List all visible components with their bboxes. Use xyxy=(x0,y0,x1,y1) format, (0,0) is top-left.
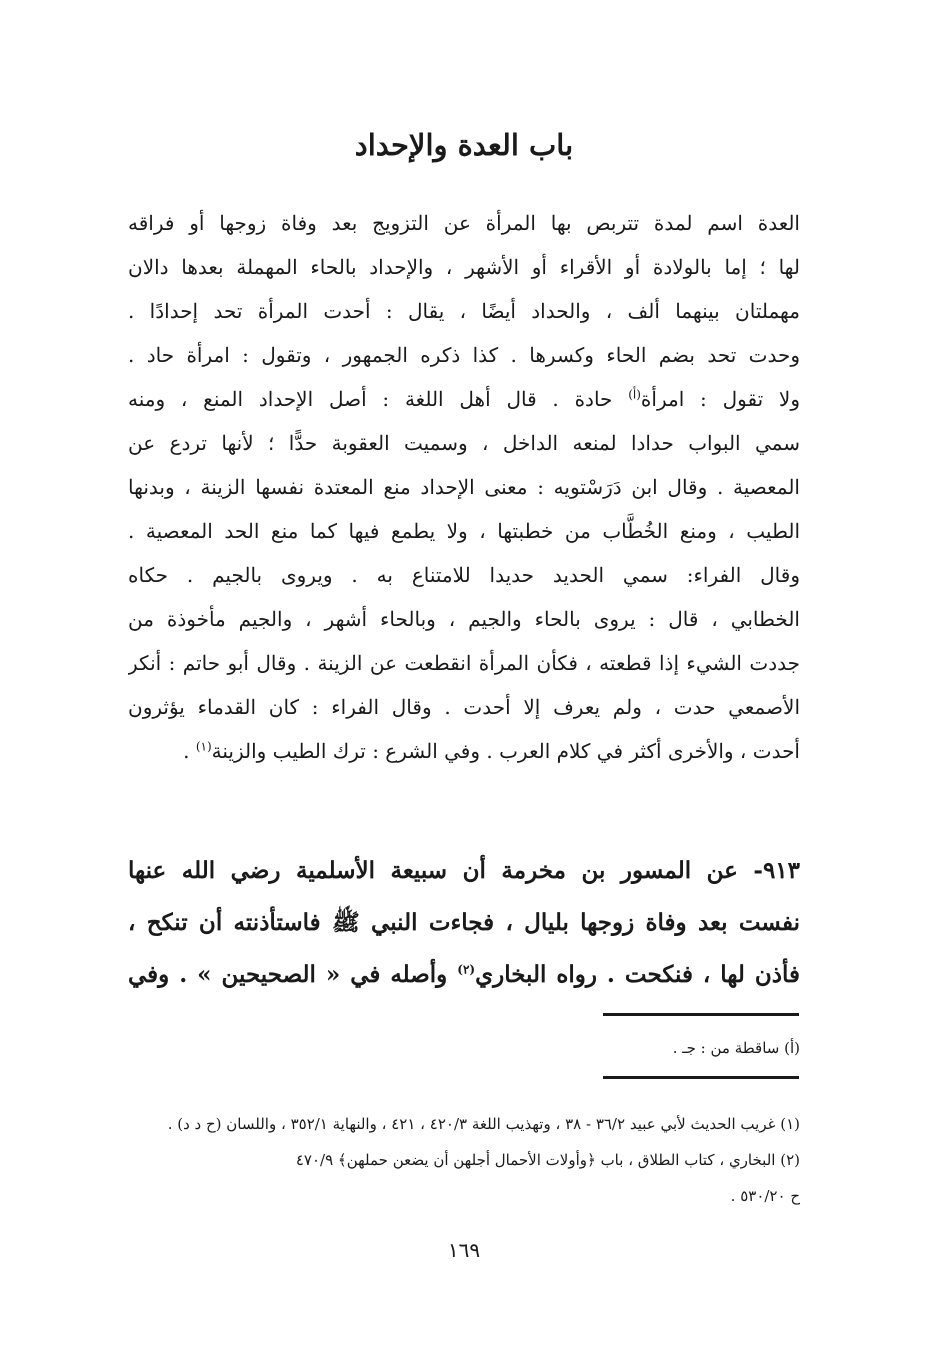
body-line: الأصمعي حدت ، ولم يعرف إلا أحدت . وقال الفراء : كان القدماء يؤثرون xyxy=(128,695,800,719)
variant-note: (أ) ساقطة من : جـ . xyxy=(672,1039,800,1057)
hadith-line-text: فأذن لها ، فنكحت . رواه البخاري xyxy=(475,961,800,988)
chapter-title: باب العدة والإحداد xyxy=(354,128,574,162)
variant-marker: (أ) xyxy=(628,387,641,402)
body-line: وحدت تحد بضم الحاء وكسرها . كذا ذكره الجمهور ، وتقول : امرأة حاد . xyxy=(128,343,800,367)
body-line: العدة اسم لمدة تتربص بها المرأة عن التزويج بعد وفاة زوجها أو فراقه xyxy=(128,211,800,235)
body-line: وقال الفراء: سمي الحديد حديدا للامتناع به . ويروى بالجيم . حكاه xyxy=(128,563,800,587)
body-line: لها ؛ إما بالولادة أو الأقراء أو الأشهر ، والإحداد بالحاء المهملة بعدها دالان xyxy=(128,255,800,279)
hadith-text xyxy=(128,848,800,1004)
body-line xyxy=(128,380,800,418)
footnote-marker: (٢) xyxy=(457,962,476,977)
body-line-text: . xyxy=(183,739,196,763)
body-line-text: ولا تقول : امرأة xyxy=(640,387,800,411)
footnote: ح ٥٣٠/٢٠ . xyxy=(730,1187,800,1205)
hadith-line-text: وأصله في « الصحيحين » . وفي xyxy=(128,961,458,988)
body-line: سمي البواب حدادا لمنعه الداخل ، وسميت العقوبة حدًّا ؛ لأنها تردع عن xyxy=(128,431,800,455)
footnote: (١) غريب الحديث لأبي عبيد ٣٦/٢ - ٣٨ ، وتهذيب اللغة ٤٢٠/٣ ، ٤٢١ ، والنهاية ٣٥٢/١ ، واللسان (ح د د) . xyxy=(167,1115,800,1133)
footnote-rule xyxy=(603,1076,799,1079)
body-line-text: حادة . قال أهل اللغة : أصل الإحداد المنع ، ومنه xyxy=(128,387,629,411)
page-number: ١٦٩ xyxy=(447,1238,481,1262)
body-line: جددت الشيء إذا قطعته ، فكأن المرأة انقطعت عن الزينة . وقال أبو حاتم : أنكر xyxy=(128,651,800,675)
variant-rule xyxy=(603,1013,799,1016)
body-line: مهملتان بينهما ألف ، والحداد أيضًا ، يقال : أحدت المرأة تحد إحدادًا . xyxy=(128,299,800,323)
body-line: الطيب ، ومنع الخُطَّاب من خطبتها ، ولا يطمع فيها كما منع الحد المعصية . xyxy=(128,519,800,543)
footnote: (٢) البخاري ، كتاب الطلاق ، باب ﴿وأولات الأحمال أجلهن أن يضعن حملهن﴾ ٤٧٠/٩ xyxy=(295,1151,800,1169)
hadith-line xyxy=(128,952,800,998)
body-line: المعصية . وقال ابن دَرَسْتويه : معنى الإحداد منع المعتدة نفسها الزينة ، وبدنها xyxy=(128,475,800,499)
hadith-line: ٩١٣- عن المسور بن مخرمة أن سبيعة الأسلمية رضي الله عنها xyxy=(128,857,800,884)
commentary-paragraph xyxy=(128,204,800,763)
hadith-line: نفست بعد وفاة زوجها بليال ، فجاءت النبي ﷺ فاستأذنته أن تنكح ، xyxy=(128,909,800,936)
body-line-text: أحدت ، والأخرى أكثر في كلام العرب . وفي الشرع : ترك الطيب والزينة xyxy=(211,739,800,763)
body-line: الخطابي ، قال : يروى بالحاء والجيم ، وبالحاء أشهر ، والجيم مأخوذة من xyxy=(128,607,800,631)
body-line xyxy=(128,732,800,770)
footnote-marker: (١) xyxy=(195,739,212,754)
